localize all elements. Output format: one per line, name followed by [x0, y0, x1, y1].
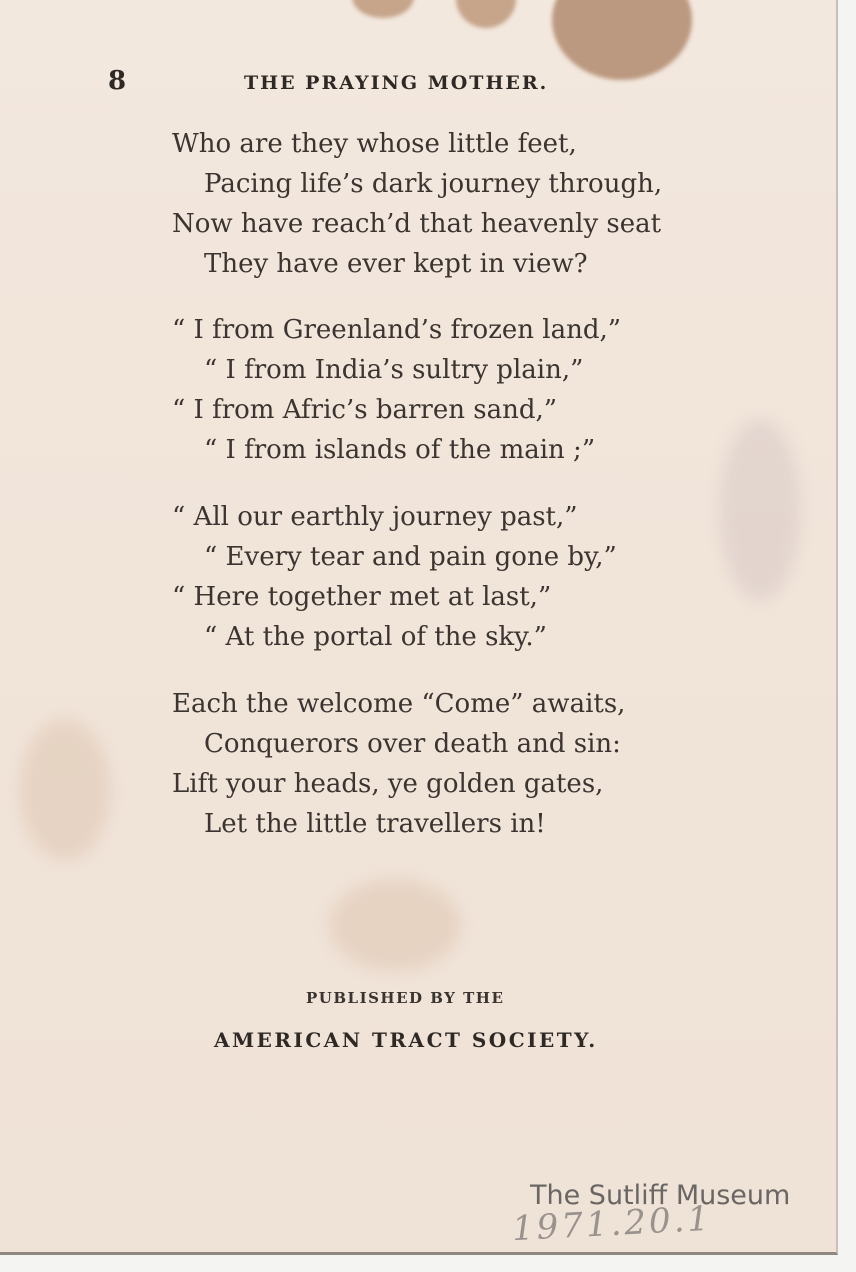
catalog-number: 1971.20.1	[511, 1198, 713, 1250]
stain-mark	[456, 0, 516, 28]
poem-line: Conquerors over death and sin:	[204, 729, 621, 759]
poem-line: Pacing life’s dark journey through,	[204, 169, 663, 199]
page-number: 8	[108, 66, 127, 96]
poem-stanza	[172, 684, 625, 844]
poem-line: “ At the portal of the sky.”	[204, 622, 547, 652]
poem-line: Now have reach’d that heavenly seat	[172, 209, 662, 239]
running-title: THE PRAYING MOTHER.	[244, 72, 549, 94]
museum-watermark: The Sutliff Museum	[530, 1180, 791, 1211]
poem-line: “ I from Greenland’s frozen land,”	[172, 315, 622, 345]
stain-mark	[330, 880, 460, 970]
poem-line: “ All our earthly journey past,”	[172, 502, 578, 532]
publisher-name: AMERICAN TRACT SOCIETY.	[214, 1028, 598, 1052]
poem-line: “ I from Afric’s barren sand,”	[172, 395, 558, 425]
poem-line: “ I from islands of the main ;”	[204, 435, 596, 465]
poem-line: Lift your heads, ye golden gates,	[172, 769, 604, 799]
published-by-label: PUBLISHED BY THE	[306, 989, 505, 1007]
poem-stanza	[172, 124, 662, 284]
poem-line: “ Here together met at last,”	[172, 582, 552, 612]
stain-mark	[720, 420, 800, 600]
poem-line: Each the welcome “Come” awaits,	[172, 689, 626, 719]
stain-mark	[552, 0, 692, 80]
poem-line: They have ever kept in view?	[204, 249, 588, 279]
poem-line: Who are they whose little feet,	[172, 129, 577, 159]
poem-stanza	[172, 497, 617, 657]
stain-mark	[352, 0, 414, 18]
poem-line: “ I from India’s sultry plain,”	[204, 355, 584, 385]
stain-mark	[20, 720, 110, 860]
poem-stanza	[172, 310, 621, 470]
poem-line: Let the little travellers in!	[204, 809, 546, 839]
poem-line: “ Every tear and pain gone by,”	[204, 542, 617, 572]
